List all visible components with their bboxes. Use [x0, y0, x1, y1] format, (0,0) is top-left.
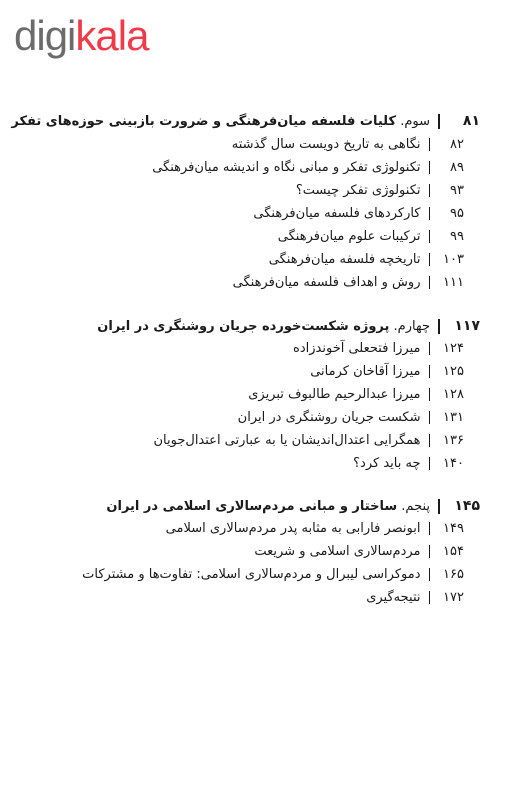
toc-entry — [152, 160, 464, 175]
entry-title: میرزا عبدالرحیم طالبوف تبریزی — [248, 387, 421, 402]
toc-entry — [248, 387, 464, 402]
toc-entry — [82, 567, 464, 582]
toc-entry — [310, 364, 464, 379]
toc-entry — [154, 433, 465, 448]
toc-entry — [269, 252, 464, 267]
separator-bar — [429, 207, 431, 220]
entry-title: روش و اهداف فلسفه میان‌فرهنگی — [232, 275, 421, 290]
chapter-page-number: ۱۱۷ — [454, 318, 480, 334]
chapter-title: پنجم. ساختار و مبانی مردم‌سالاری اسلامی در ایران — [106, 498, 430, 514]
entry-title: نگاهی به تاریخ دویست سال گذشته — [231, 137, 421, 152]
toc-entry — [293, 341, 464, 356]
separator-bar — [438, 114, 440, 129]
entry-page-number: ۹۹ — [450, 229, 464, 244]
chapter-heading — [106, 498, 480, 514]
logo-text-part1: digi — [14, 12, 76, 59]
entry-title: میرزا آقاخان کرمانی — [310, 364, 421, 379]
separator-bar — [429, 434, 431, 447]
entry-page-number: ۱۶۵ — [443, 567, 464, 582]
chapter-title: سوم. کلیات فلسفه میان‌فرهنگی و ضرورت بازبینی حوزه‌های تفکر — [11, 113, 430, 129]
entry-title: شکست جریان روشنگری در ایران — [237, 410, 421, 425]
separator-bar — [438, 499, 440, 514]
entry-title: کارکردهای فلسفه میان‌فرهنگی — [253, 206, 421, 221]
separator-bar — [429, 138, 431, 151]
separator-bar — [438, 319, 440, 334]
entry-title: میرزا فتحعلی آخوندزاده — [293, 341, 421, 356]
entry-title: ابونصر فارابی به مثابه پدر مردم‌سالاری اسلامی — [165, 521, 421, 536]
separator-bar — [429, 161, 431, 174]
entry-page-number: ۱۲۸ — [443, 387, 464, 402]
toc-entry — [232, 137, 464, 152]
entry-title: ترکیبات علوم میان‌فرهنگی — [277, 229, 421, 244]
entry-page-number: ۱۰۳ — [443, 252, 464, 267]
toc-entry — [296, 183, 464, 198]
separator-bar — [429, 568, 431, 581]
entry-title: چه باید کرد؟ — [353, 456, 421, 471]
chapter-page-number: ۱۴۵ — [454, 498, 480, 514]
separator-bar — [429, 230, 431, 243]
chapter-title: چهارم. پروژه شکست‌خورده جریان روشنگری در ایران — [97, 318, 430, 334]
toc-entry — [233, 275, 464, 290]
logo-text-part2: kala — [75, 12, 149, 59]
separator-bar — [429, 184, 431, 197]
entry-page-number: ۱۴۹ — [443, 521, 464, 536]
separator-bar — [429, 342, 431, 355]
entry-page-number: ۸۲ — [450, 137, 464, 152]
separator-bar — [429, 365, 431, 378]
entry-title: دموکراسی لیبرال و مردم‌سالاری اسلامی: تفاوت‌ها و مشترکات — [82, 567, 421, 582]
separator-bar — [429, 545, 431, 558]
separator-bar — [429, 457, 431, 470]
entry-page-number: ۱۱۱ — [443, 275, 464, 290]
separator-bar — [429, 276, 431, 289]
separator-bar — [429, 591, 431, 604]
entry-title: تکنولوژی تفکر و مبانی نگاه و اندیشه میان‌فرهنگی — [152, 160, 421, 175]
entry-page-number: ۱۲۵ — [443, 364, 464, 379]
toc-entry — [366, 590, 464, 605]
toc-entry — [166, 521, 464, 536]
entry-page-number: ۹۵ — [450, 206, 464, 221]
entry-page-number: ۱۳۶ — [443, 433, 464, 448]
toc-entry — [238, 410, 464, 425]
entry-title: نتیجه‌گیری — [366, 590, 421, 605]
toc-entry — [353, 456, 464, 471]
entry-page-number: ۹۳ — [450, 183, 464, 198]
entry-page-number: ۱۲۴ — [443, 341, 464, 356]
separator-bar — [429, 388, 431, 401]
entry-page-number: ۱۷۲ — [443, 590, 464, 605]
entry-title: مردم‌سالاری اسلامی و شریعت — [254, 544, 421, 559]
chapter-page-number: ۸۱ — [462, 113, 480, 129]
entry-title: همگرایی اعتدال‌اندیشان یا به عبارتی اعتدال‌جویان — [153, 433, 421, 448]
entry-page-number: ۱۵۴ — [443, 544, 464, 559]
separator-bar — [429, 522, 431, 535]
chapter-heading — [97, 318, 480, 334]
entry-title: تاریخچه فلسفه میان‌فرهنگی — [268, 252, 421, 267]
toc-entry — [254, 544, 464, 559]
toc-entry — [253, 206, 464, 221]
separator-bar — [429, 253, 431, 266]
toc-entry — [278, 229, 464, 244]
entry-page-number: ۸۹ — [450, 160, 464, 175]
chapter-heading — [11, 113, 480, 129]
entry-page-number: ۱۳۱ — [443, 410, 464, 425]
separator-bar — [429, 411, 431, 424]
entry-title: تکنولوژی تفکر چیست؟ — [295, 183, 421, 198]
entry-page-number: ۱۴۰ — [443, 456, 464, 471]
